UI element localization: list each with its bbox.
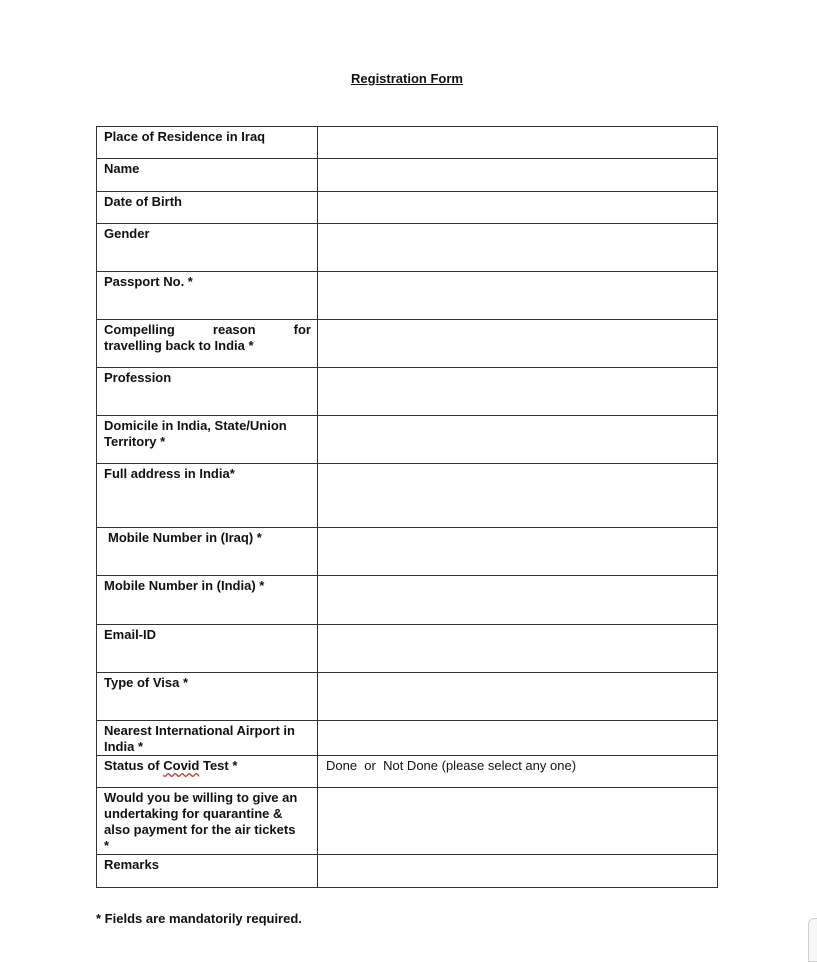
field-input-passport[interactable]: [318, 272, 718, 320]
table-row: [97, 721, 718, 756]
field-input-remarks[interactable]: [318, 855, 718, 888]
field-input-covid[interactable]: Done or Not Done (please select any one): [318, 756, 718, 788]
label-line: undertaking for quarantine &: [104, 806, 283, 821]
label-text: Status of: [104, 758, 164, 773]
table-row: [97, 416, 718, 464]
field-label-passport: Passport No. *: [97, 272, 318, 320]
field-input-visa[interactable]: [318, 673, 718, 721]
field-label-mobile-iraq: Mobile Number in (Iraq) *: [97, 528, 318, 576]
label-line: Would you be willing to give an: [104, 790, 298, 805]
table-row: [97, 368, 718, 416]
field-label-mobile-india: Mobile Number in (India) *: [97, 576, 318, 625]
table-row: [97, 788, 718, 855]
table-row: [97, 159, 718, 192]
field-label-visa: Type of Visa *: [97, 673, 318, 721]
field-input-name[interactable]: [318, 159, 718, 192]
label-line: Compelling reason for: [104, 322, 311, 337]
field-input-domicile[interactable]: [318, 416, 718, 464]
field-label-address: Full address in India*: [97, 464, 318, 528]
label-line: India *: [104, 739, 144, 754]
field-input-mobile-iraq[interactable]: [318, 528, 718, 576]
table-row: [97, 224, 718, 272]
field-label-remarks: Remarks: [97, 855, 318, 888]
spellcheck-word: Covid: [163, 758, 200, 773]
field-input-email[interactable]: [318, 625, 718, 673]
field-label-reason: [97, 320, 318, 368]
field-label-gender: Gender: [97, 224, 318, 272]
field-label-domicile: [97, 416, 318, 464]
field-input-undertaking[interactable]: [318, 788, 718, 855]
field-label-covid: [97, 756, 318, 788]
field-label-dob: Date of Birth: [97, 192, 318, 224]
table-row: [97, 528, 718, 576]
label-line: travelling back to India *: [104, 338, 254, 353]
field-input-mobile-india[interactable]: [318, 576, 718, 625]
table-row: [97, 272, 718, 320]
form-title: Registration Form: [351, 71, 463, 86]
label-text: Test *: [199, 758, 238, 773]
field-label-email: Email-ID: [97, 625, 318, 673]
label-line: Domicile in India, State/Union: [104, 418, 287, 433]
label-line: Territory *: [104, 434, 166, 449]
field-label-airport: [97, 721, 318, 756]
field-input-reason[interactable]: [318, 320, 718, 368]
page-curl: [808, 918, 817, 962]
label-line: also payment for the air tickets: [104, 822, 296, 837]
table-row: [97, 192, 718, 224]
field-label-profession: Profession: [97, 368, 318, 416]
table-row: [97, 464, 718, 528]
field-input-residence[interactable]: [318, 127, 718, 159]
table-row: [97, 127, 718, 159]
table-row: [97, 855, 718, 888]
mandatory-footnote: * Fields are mandatorily required.: [96, 911, 302, 926]
field-input-address[interactable]: [318, 464, 718, 528]
field-input-profession[interactable]: [318, 368, 718, 416]
label-line: Nearest International Airport in: [104, 723, 295, 738]
table-row: [97, 320, 718, 368]
field-input-dob[interactable]: [318, 192, 718, 224]
table-row: [97, 576, 718, 625]
field-label-name: Name: [97, 159, 318, 192]
table-row: [97, 756, 718, 788]
field-label-undertaking: [97, 788, 318, 855]
field-input-airport[interactable]: [318, 721, 718, 756]
table-row: [97, 673, 718, 721]
label-line: *: [104, 838, 110, 853]
registration-table: [96, 126, 718, 888]
field-input-gender[interactable]: [318, 224, 718, 272]
table-row: [97, 625, 718, 673]
field-label-residence: Place of Residence in Iraq: [97, 127, 318, 159]
